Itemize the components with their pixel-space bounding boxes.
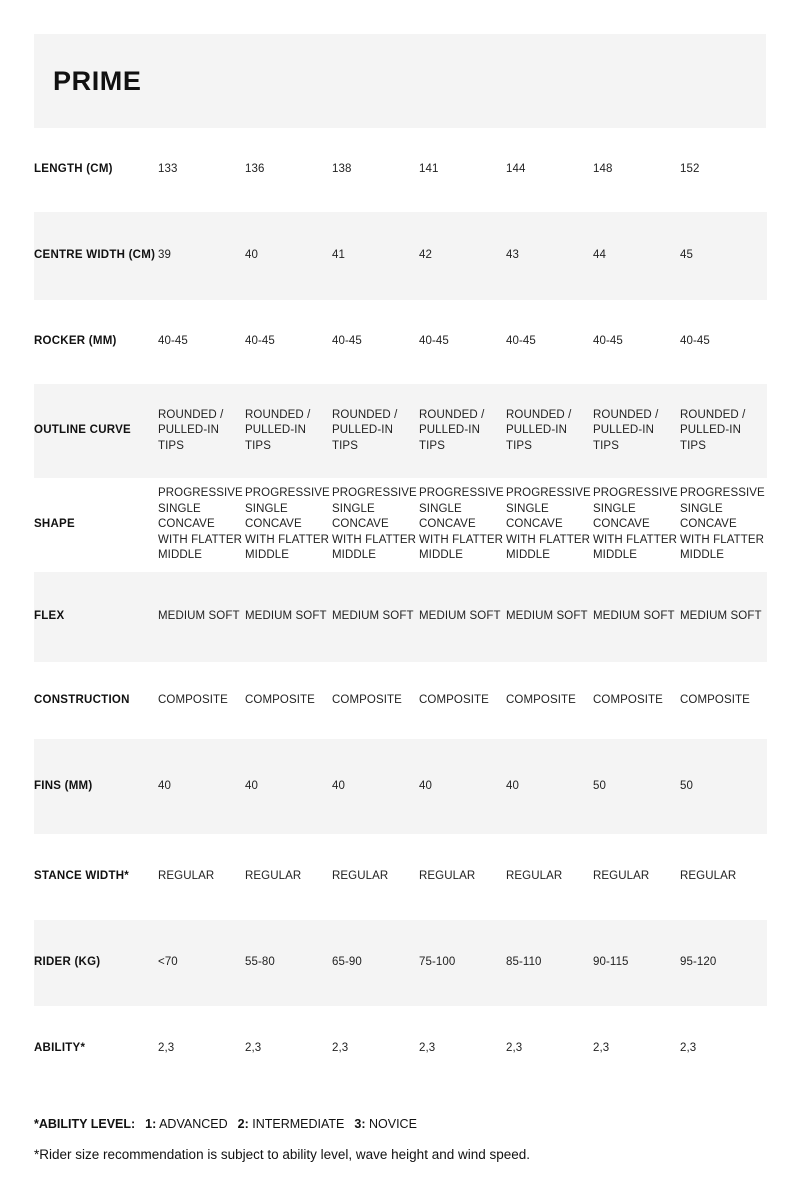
footnote-level-label: NOVICE (368, 1117, 417, 1131)
table-cell: 40-45 (419, 335, 449, 348)
table-cell: 40 (158, 779, 171, 792)
table-cell: 2,3 (680, 1042, 697, 1055)
table-row (34, 478, 767, 572)
table-cell: MEDIUM SOFT (245, 610, 327, 623)
table-row (34, 739, 767, 834)
footnote-level-number: 3: (354, 1117, 366, 1131)
table-cell: COMPOSITE (680, 693, 750, 706)
table-cell: 40-45 (332, 335, 362, 348)
spec-table-body (34, 128, 767, 1092)
row-label: LENGTH (CM) (34, 163, 113, 176)
table-cell: COMPOSITE (332, 693, 402, 706)
table-cell: 43 (506, 249, 519, 262)
table-cell: COMPOSITE (158, 693, 228, 706)
table-cell: COMPOSITE (245, 693, 315, 706)
table-row (34, 212, 767, 300)
footnote-level-label: INTERMEDIATE (252, 1117, 345, 1131)
table-cell: REGULAR (245, 870, 302, 883)
table-cell: COMPOSITE (593, 693, 663, 706)
footnote-rider-note: *Rider size recommendation is subject to ability level, wave height and wind speed. (34, 1146, 531, 1162)
table-cell: PROGRESSIVE SINGLE CONCAVE WITH FLATTER MIDDLE (680, 487, 765, 562)
table-cell: ROUNDED / PULLED-IN TIPS (158, 408, 224, 452)
row-label: FINS (MM) (34, 779, 93, 792)
table-cell: PROGRESSIVE SINGLE CONCAVE WITH FLATTER MIDDLE (506, 487, 591, 562)
table-row (34, 1006, 767, 1092)
table-cell: 2,3 (245, 1042, 262, 1055)
table-cell: 2,3 (593, 1042, 610, 1055)
footnote-level-number: 2: (237, 1117, 249, 1131)
table-cell: 40-45 (158, 335, 188, 348)
table-cell: COMPOSITE (419, 693, 489, 706)
table-cell: REGULAR (158, 870, 215, 883)
specifications-table (34, 128, 767, 1092)
footnote-level-label: ADVANCED (159, 1117, 228, 1131)
table-row (34, 662, 767, 739)
table-cell: PROGRESSIVE SINGLE CONCAVE WITH FLATTER MIDDLE (419, 487, 504, 562)
table-cell: ROUNDED / PULLED-IN TIPS (332, 408, 398, 452)
table-cell: 40-45 (593, 335, 623, 348)
table-cell: 41 (332, 249, 345, 262)
footnote-ability-prefix: *ABILITY LEVEL: (34, 1117, 136, 1131)
row-label: ABILITY* (34, 1042, 86, 1055)
table-cell: MEDIUM SOFT (419, 610, 501, 623)
table-cell: 40 (506, 779, 519, 792)
table-cell: 44 (593, 249, 606, 262)
table-cell: 148 (593, 163, 613, 176)
table-cell: 40 (419, 779, 432, 792)
table-cell: 133 (158, 163, 178, 176)
table-cell: COMPOSITE (506, 693, 576, 706)
table-cell: 40-45 (245, 335, 275, 348)
table-cell: PROGRESSIVE SINGLE CONCAVE WITH FLATTER MIDDLE (245, 487, 330, 562)
table-cell: 65-90 (332, 956, 362, 969)
table-row (34, 384, 767, 478)
footnote-level-number: 1: (145, 1117, 157, 1131)
row-label: CENTRE WIDTH (CM) (34, 249, 156, 262)
table-row (34, 128, 767, 212)
table-cell: 55-80 (245, 956, 275, 969)
table-cell: PROGRESSIVE SINGLE CONCAVE WITH FLATTER MIDDLE (332, 487, 417, 562)
table-cell: ROUNDED / PULLED-IN TIPS (419, 408, 485, 452)
table-cell: 40-45 (680, 335, 710, 348)
table-cell: 2,3 (506, 1042, 523, 1055)
row-label: STANCE WIDTH* (34, 870, 130, 883)
table-cell: ROUNDED / PULLED-IN TIPS (593, 408, 659, 452)
table-cell: REGULAR (332, 870, 389, 883)
table-cell: REGULAR (419, 870, 476, 883)
table-cell: 50 (593, 779, 606, 792)
row-label: RIDER (KG) (34, 956, 101, 969)
footnote-ability-level (34, 1116, 774, 1134)
table-row (34, 300, 767, 384)
table-cell: 40 (245, 779, 258, 792)
table-cell: 2,3 (332, 1042, 349, 1055)
table-cell: 90-115 (593, 956, 629, 969)
table-cell: MEDIUM SOFT (680, 610, 762, 623)
table-cell: 40 (332, 779, 345, 792)
footnotes-block (34, 1116, 774, 1164)
table-cell: 144 (506, 163, 526, 176)
page-title: PRIME (53, 65, 142, 96)
table-cell: 95-120 (680, 956, 717, 969)
table-cell: 152 (680, 163, 700, 176)
table-row (34, 572, 767, 662)
table-cell: 2,3 (158, 1042, 175, 1055)
table-cell: 138 (332, 163, 352, 176)
table-cell: 40 (245, 249, 258, 262)
table-cell: 141 (419, 163, 439, 176)
table-row (34, 920, 767, 1006)
table-cell: <70 (158, 956, 178, 969)
table-cell: REGULAR (680, 870, 737, 883)
table-cell: 40-45 (506, 335, 536, 348)
table-cell: MEDIUM SOFT (332, 610, 414, 623)
table-cell: ROUNDED / PULLED-IN TIPS (245, 408, 311, 452)
table-cell: 75-100 (419, 956, 456, 969)
footnote-levels-container (135, 1117, 417, 1131)
row-label: ROCKER (MM) (34, 335, 117, 348)
table-cell: 2,3 (419, 1042, 436, 1055)
table-cell: ROUNDED / PULLED-IN TIPS (506, 408, 572, 452)
table-cell: 45 (680, 249, 693, 262)
table-cell: 39 (158, 249, 171, 262)
table-cell: MEDIUM SOFT (593, 610, 675, 623)
table-cell: ROUNDED / PULLED-IN TIPS (680, 408, 746, 452)
table-cell: PROGRESSIVE SINGLE CONCAVE WITH FLATTER MIDDLE (593, 487, 678, 562)
table-row (34, 834, 767, 920)
spec-header-band (34, 34, 766, 128)
table-cell: 136 (245, 163, 265, 176)
row-label: FLEX (34, 610, 65, 623)
table-cell: REGULAR (593, 870, 650, 883)
table-cell: MEDIUM SOFT (158, 610, 240, 623)
table-cell: 85-110 (506, 956, 542, 969)
table-cell: REGULAR (506, 870, 563, 883)
table-cell: MEDIUM SOFT (506, 610, 588, 623)
row-label: OUTLINE CURVE (34, 424, 131, 437)
row-label: SHAPE (34, 518, 75, 531)
table-cell: PROGRESSIVE SINGLE CONCAVE WITH FLATTER MIDDLE (158, 487, 243, 562)
table-cell: 50 (680, 779, 693, 792)
table-cell: 42 (419, 249, 432, 262)
row-label: CONSTRUCTION (34, 693, 130, 706)
